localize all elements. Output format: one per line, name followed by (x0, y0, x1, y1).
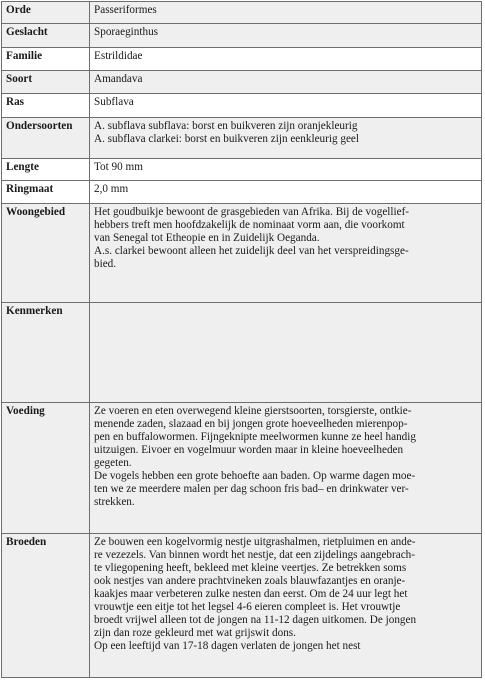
value-line: Ze bouwen een kogelvormig nestje uitgrashalmen, rietpluimen en ande- (94, 536, 416, 548)
row-voeding (2, 403, 482, 534)
value-broeden (90, 534, 482, 678)
value-line: A. subflava clarkei: borst en buikveren zijn eenkleurig geel (94, 133, 359, 145)
value-line: A. subflava subflava: borst en buikveren zijn oranjekleurig (94, 120, 358, 132)
value-line: broedt vrijwel alleen tot de jongen na 11-12 dagen uitkomen. De jongen (94, 614, 417, 626)
value-line: Amandava (94, 73, 143, 85)
value-line: Ze voeren en eten overwegend kleine gierstsoorten, torsgierste, ontkie- (94, 405, 412, 417)
value-line: vrouwtje een eitje tot het legsel 4-6 eieren compleet is. Het vrouwtje (94, 601, 401, 613)
row-geslacht (2, 24, 482, 48)
value-line: bied. (94, 258, 117, 270)
value-familie (90, 48, 482, 71)
row-woongebied (2, 204, 482, 303)
label-kenmerken: Kenmerken (2, 303, 90, 403)
value-line: ook nestjes van andere prachtvineken zoals blauwfazantjes en oranje- (94, 575, 406, 587)
species-info-table (1, 1, 482, 678)
value-line: ten we ze meerdere malen per dag schoon fris bad– en drinkwater ver- (94, 483, 409, 495)
row-familie (2, 48, 482, 71)
value-woongebied (90, 204, 482, 303)
value-line: De vogels hebben een grote behoefte aan baden. Op warme dagen moe- (94, 470, 416, 482)
value-line: hebbers treft men hoofdzakelijk de nominaat vorm aan, die voorkomt (94, 219, 405, 231)
value-line: gegeten. (94, 457, 132, 469)
value-line: Passeriformes (94, 4, 157, 16)
value-orde (90, 2, 482, 24)
row-soort (2, 71, 482, 94)
value-geslacht (90, 24, 482, 48)
value-lengte (90, 159, 482, 181)
value-line: Sporaeginthus (94, 26, 159, 38)
value-line: A.s. clarkei bewoont alleen het zuidelijk deel van het verspreidingsge- (94, 245, 409, 257)
value-line: kaakjes maar verbeteren zulke nesten dan eerst. Om de 24 uur legt het (94, 588, 408, 600)
value-line: strekken. (94, 496, 135, 508)
label-ondersoorten: Ondersoorten (2, 118, 90, 159)
label-broeden: Broeden (2, 534, 90, 678)
value-line: Estrildidae (94, 50, 143, 62)
label-voeding: Voeding (2, 403, 90, 534)
value-line: re vezezels. Van binnen wordt het nestje, dat een zijdelings aangebrach- (94, 549, 415, 561)
value-soort (90, 71, 482, 94)
value-ras (90, 94, 482, 118)
label-woongebied: Woongebied (2, 204, 90, 303)
value-voeding (90, 403, 482, 534)
row-ras (2, 94, 482, 118)
value-line: van Senegal tot Etheopie en in Zuidelijk Oeganda. (94, 232, 320, 244)
value-line: menende zaden, slazaad en bij jongen grote hoeveelheden mierenpop- (94, 418, 408, 430)
value-kenmerken (90, 303, 482, 403)
value-line: te vliegopening heeft, bekleed met kleine veertjes. Ze betrekken soms (94, 562, 407, 574)
label-ringmaat: Ringmaat (2, 181, 90, 204)
row-ondersoorten (2, 118, 482, 159)
value-line: 2,0 mm (94, 183, 129, 195)
value-ringmaat (90, 181, 482, 204)
value-line: Het goudbuikje bewoont de grasgebieden van Afrika. Bij de vogellief- (94, 206, 410, 218)
label-soort: Soort (2, 71, 90, 94)
row-ringmaat (2, 181, 482, 204)
label-geslacht: Geslacht (2, 24, 90, 48)
value-line: uitzuigen. Eivoer en vogelmuur worden maar in kleine hoeveelheden (94, 444, 404, 456)
value-line: Subflava (94, 96, 134, 108)
label-lengte: Lengte (2, 159, 90, 181)
value-ondersoorten (90, 118, 482, 159)
row-kenmerken (2, 303, 482, 403)
value-line: Op een leeftijd van 17-18 dagen verlaten de jongen het nest (94, 640, 361, 652)
value-line: zijn dan roze gekleurd met wat grijswit dons. (94, 627, 296, 639)
row-broeden (2, 534, 482, 678)
value-line: Tot 90 mm (94, 161, 143, 173)
row-orde (2, 2, 482, 24)
label-ras: Ras (2, 94, 90, 118)
row-lengte (2, 159, 482, 181)
label-orde: Orde (2, 2, 90, 24)
value-line: pen en buffalowormen. Fijngeknipte meelwormen kunne ze heel handig (94, 431, 416, 443)
label-familie: Familie (2, 48, 90, 71)
